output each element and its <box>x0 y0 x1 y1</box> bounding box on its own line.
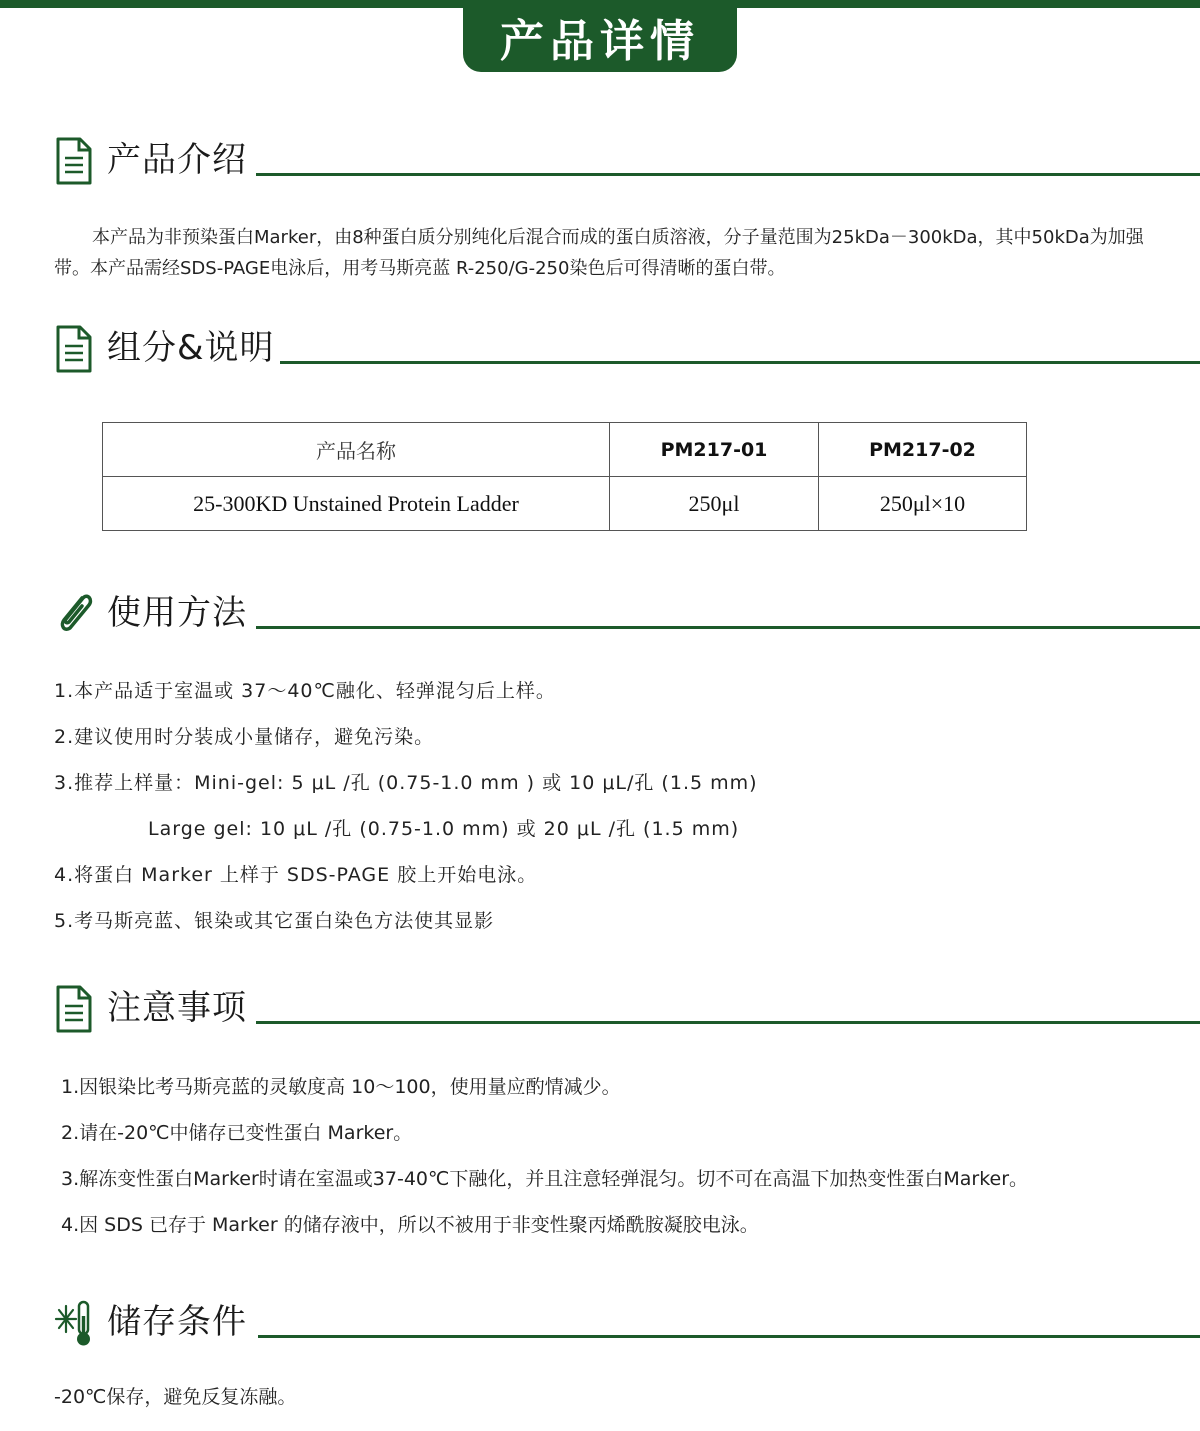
intro-text: 本产品为非预染蛋白Marker，由8种蛋白质分别纯化后混合而成的蛋白质溶液，分子量范围为25kDa－300kDa，其中50kDa为加强带。本产品需经SDS-PAGE电泳后，用考马斯亮蓝 R-250/G-250染色后可得清晰的蛋白带。 <box>54 227 1144 279</box>
table-cell: 250μl×10 <box>819 477 1027 531</box>
usage-item: 3.推荐上样量：Mini-gel: 5 μL /孔 (0.75-1.0 mm ) 或 10 μL/孔 (1.5 mm) <box>54 772 758 794</box>
section-title-components: 组分&说明 <box>107 328 275 368</box>
note-item: 2.请在-20℃中储存已变性蛋白 Marker。 <box>61 1122 413 1144</box>
section-divider <box>256 1021 1200 1024</box>
usage-item: 4.将蛋白 Marker 上样于 SDS-PAGE 胶上开始电泳。 <box>54 864 538 886</box>
section-title-usage: 使用方法 <box>107 593 247 633</box>
table-header-cell: PM217-01 <box>610 423 819 477</box>
document-icon <box>52 136 96 186</box>
section-header-components <box>0 318 1200 378</box>
usage-item: Large gel: 10 μL /孔 (0.75-1.0 mm) 或 20 μL /孔 (1.5 mm) <box>148 818 740 840</box>
table-header-cell: 产品名称 <box>103 423 610 477</box>
storage-text: -20℃保存，避免反复冻融。 <box>54 1386 297 1408</box>
usage-item: 2.建议使用时分装成小量储存，避免污染。 <box>54 726 435 748</box>
section-divider <box>258 1335 1200 1338</box>
paperclip-icon <box>52 589 96 639</box>
intro-paragraph <box>54 222 1154 284</box>
page-title: 产品详情 <box>463 0 737 72</box>
section-divider <box>256 626 1200 629</box>
section-title-intro: 产品介绍 <box>107 140 247 180</box>
table-cell: 25-300KD Unstained Protein Ladder <box>103 477 610 531</box>
note-item: 3.解冻变性蛋白Marker时请在室温或37-40℃下融化，并且注意轻弹混匀。切不可在高温下加热变性蛋白Marker。 <box>61 1168 1029 1190</box>
section-divider <box>256 173 1200 176</box>
document-icon <box>52 324 96 374</box>
section-divider <box>280 361 1200 364</box>
section-title-notes: 注意事项 <box>107 988 247 1028</box>
document-icon <box>52 984 96 1034</box>
table-row <box>103 477 1027 531</box>
note-item: 1.因银染比考马斯亮蓝的灵敏度高 10～100，使用量应酌情减少。 <box>61 1076 621 1098</box>
usage-item: 1.本产品适于室温或 37～40℃融化、轻弹混匀后上样。 <box>54 680 556 702</box>
section-title-storage: 储存条件 <box>107 1302 247 1342</box>
section-header-notes <box>0 978 1200 1038</box>
table-header-cell: PM217-02 <box>819 423 1027 477</box>
section-header-storage <box>0 1292 1200 1352</box>
section-header-intro <box>0 130 1200 190</box>
section-header-usage <box>0 583 1200 643</box>
note-item: 4.因 SDS 已存于 Marker 的储存液中，所以不被用于非变性聚丙烯酰胺凝胶电泳。 <box>61 1214 759 1236</box>
thermometer-snowflake-icon <box>52 1298 96 1348</box>
usage-item: 5.考马斯亮蓝、银染或其它蛋白染色方法使其显影 <box>54 910 495 932</box>
table-header-row <box>103 423 1027 477</box>
components-table <box>102 422 1027 531</box>
table-cell: 250μl <box>610 477 819 531</box>
